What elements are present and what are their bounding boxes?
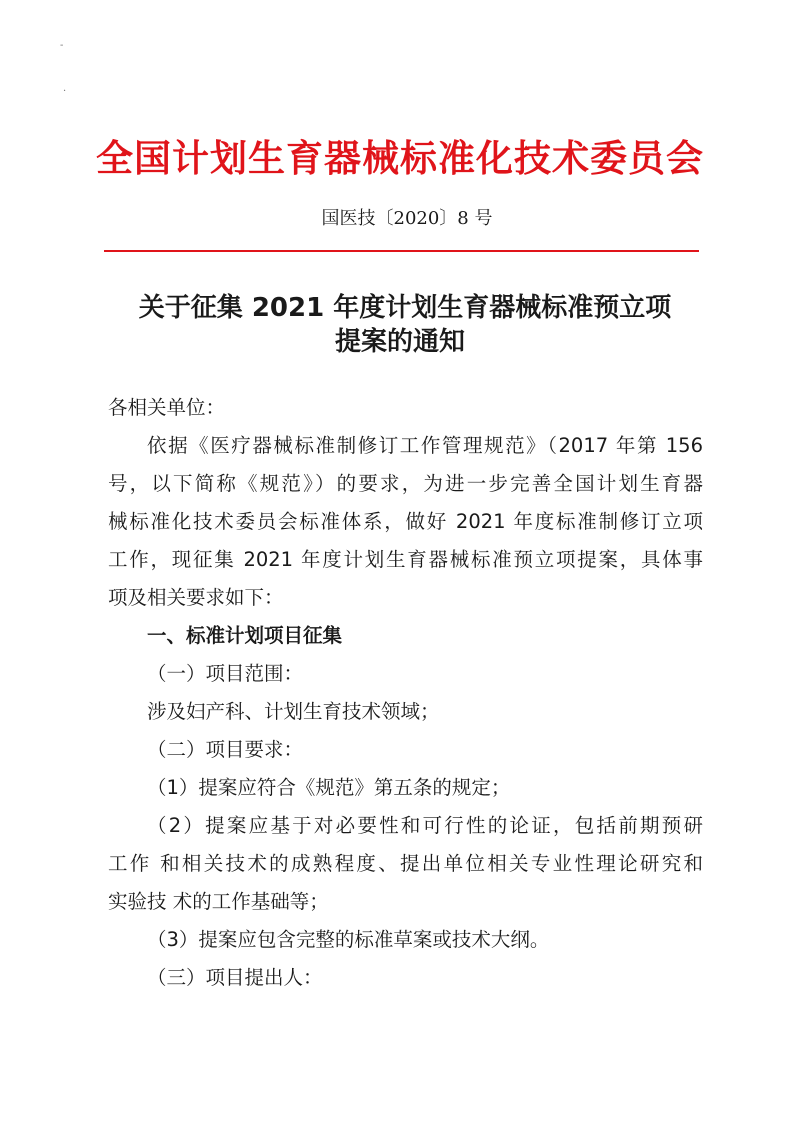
paragraph-line: 号，以下简称《规范》）的要求，为进一步完善全国计划生育器 (108, 472, 703, 495)
paragraph-line: 项及相关要求如下： (108, 586, 284, 609)
salutation: 各相关单位： (108, 396, 226, 419)
document-number: 国医技〔2020〕8 号 (321, 208, 493, 229)
document-title-line: 关于征集 2021 年度计划生育器械标准预立项 (138, 293, 672, 323)
document-title-line: 提案的通知 (334, 327, 465, 357)
requirement-line: 工作 和相关技术的成熟程度、提出单位相关专业性理论研究和 (108, 852, 703, 875)
paragraph-line: 工作，现征集 2021 年度计划生育器械标准预立项提案，具体事 (108, 548, 703, 571)
scan-mark: · (63, 86, 67, 97)
subsection-heading: （一）项目范围： (147, 662, 304, 685)
requirement-line: 实验技 术的工作基础等； (108, 890, 329, 913)
header-divider (104, 250, 699, 252)
subsection-heading: （二）项目要求： (147, 738, 304, 761)
scope-text: 涉及妇产科、计划生育技术领域； (147, 700, 440, 723)
requirement-line: （2）提案应基于对必要性和可行性的论证，包括前期预研 (147, 814, 703, 837)
scan-mark: - (60, 40, 64, 51)
requirement-item: （3）提案应包含完整的标准草案或技术大纲。 (147, 928, 550, 951)
organization-header: 全国计划生育器械标准化技术委员会 (96, 136, 704, 180)
paragraph-line: 依据《医疗器械标准制修订工作管理规范》（2017 年第 156 (147, 434, 703, 457)
requirement-item: （1）提案应符合《规范》第五条的规定； (147, 776, 511, 799)
subsection-heading: （三）项目提出人： (147, 966, 323, 989)
section-heading: 一、标准计划项目征集 (147, 624, 343, 647)
paragraph-line: 械标准化技术委员会标准体系，做好 2021 年度标准制修订立项 (108, 510, 703, 533)
